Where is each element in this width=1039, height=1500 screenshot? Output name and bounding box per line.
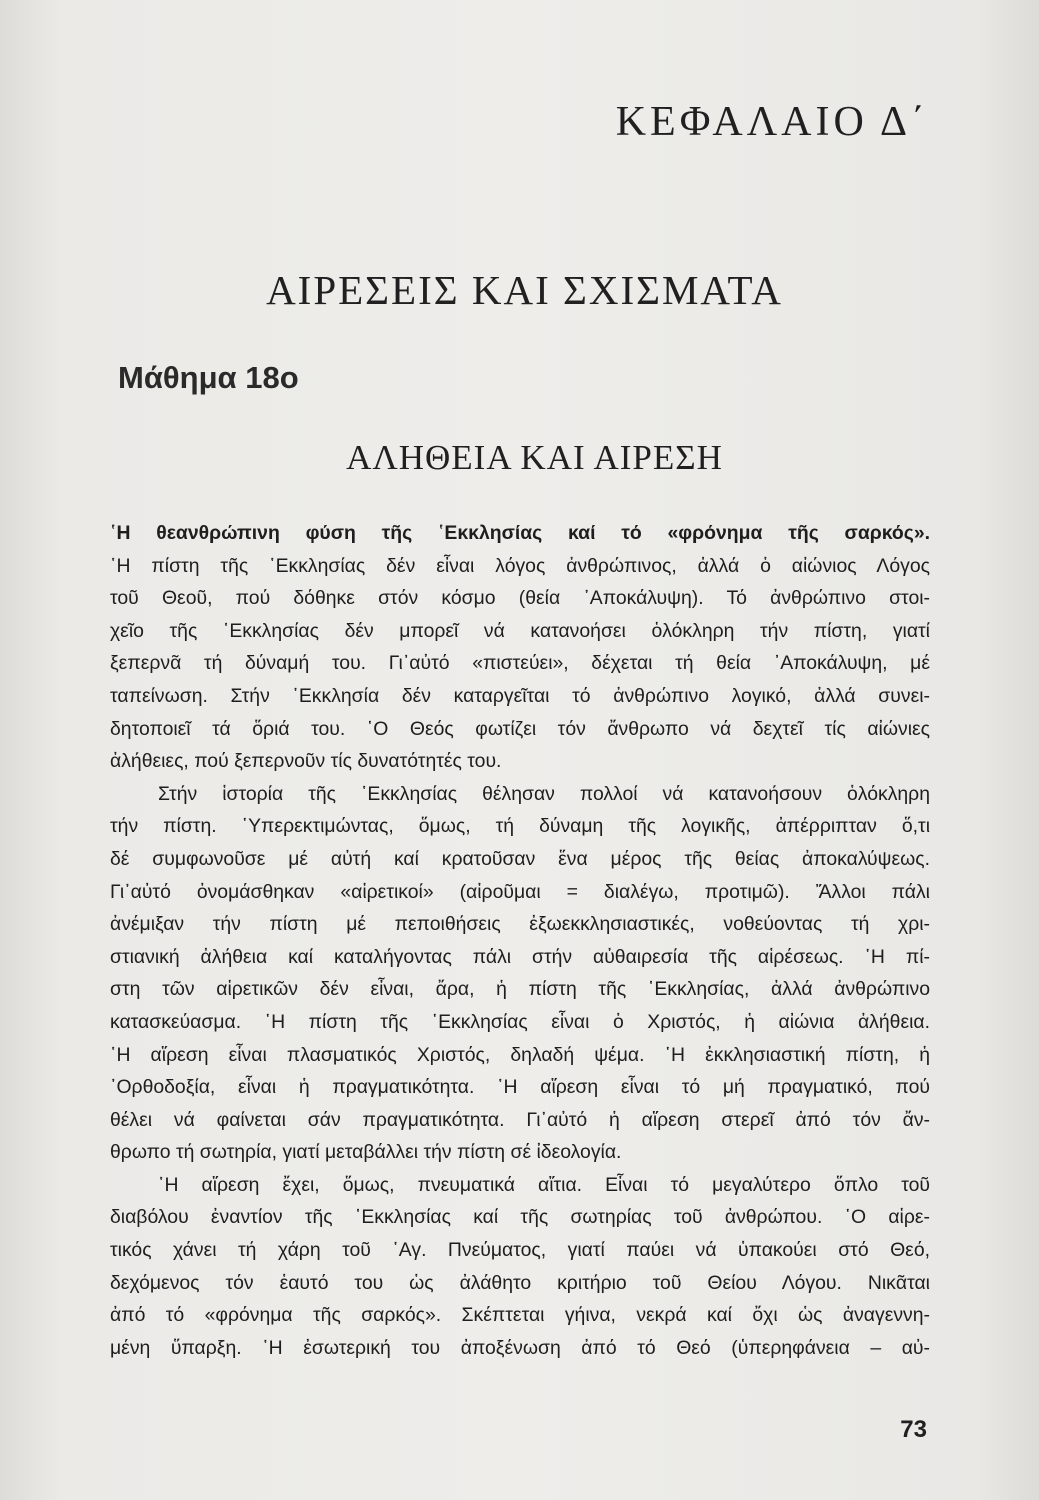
text-line: θέλει νά φαίνεται σάν πραγματικότητα. Γι᾿αὐτό ἡ αἵρεση στερεῖ ἀπό τόν ἄν- [110, 1108, 930, 1131]
chapter-heading: ΚΕΦΑΛΑΙΟ Δ΄ [615, 99, 929, 145]
text-line: ἀλήθειες, πού ξεπερνοῦν τίς δυνατότητές του. [110, 750, 502, 773]
text-line: δέ συμφωνοῦσε μέ αὐτή καί κρατοῦσαν ἕνα μέρος τῆς θείας ἀποκαλύψεως. [110, 847, 930, 870]
part-title: ΑΙΡΕΣΕΙΣ ΚΑΙ ΣΧΙΣΜΑΤΑ [266, 267, 783, 313]
text-line: θρωπο τή σωτηρία, γιατί μεταβάλλει τήν πίστη σέ ἰδεολογία. [110, 1141, 622, 1164]
page-number: 73 [900, 1416, 927, 1443]
text-line: χεῖο τῆς ῾Εκκλησίας δέν μπορεῖ νά κατανοήσει ὁλόκληρη τήν πίστη, γιατί [110, 619, 930, 642]
text-line: κατασκεύασμα. ῾Η πίστη τῆς ῾Εκκλησίας εἶναι ὁ Χριστός, ἡ αἰώνια ἀλήθεια. [110, 1010, 930, 1033]
text-line: ἀνέμιξαν τήν πίστη μέ πεποιθήσεις ἐξωεκκλησιαστικές, νοθεύοντας τή χρι- [110, 913, 930, 936]
body-text [110, 517, 930, 1364]
text-line: στη τῶν αἱρετικῶν δέν εἶναι, ἄρα, ἡ πίστη τῆς ῾Εκκλησίας, ἀλλά ἀνθρώπινο [110, 978, 930, 1001]
text-line: στιανική ἀλήθεια καί καταλήγοντας πάλι στήν αὐθαιρεσία τῆς αἱρέσεως. ῾Η πί- [110, 945, 930, 968]
text-line: ἀπό τό «φρόνημα τῆς σαρκός». Σκέπτεται γήινα, νεκρά καί ὄχι ὡς ἀναγεννη- [110, 1304, 930, 1327]
section-title: ΑΛΗΘΕΙΑ ΚΑΙ ΑΙΡΕΣΗ [346, 438, 723, 477]
text-line: δεχόμενος τόν ἑαυτό του ὡς ἀλάθητο κριτήριο τοῦ Θείου Λόγου. Νικᾶται [110, 1271, 930, 1294]
text-line: ῾Η αἵρεση ἔχει, ὅμως, πνευματικά αἴτια. Εἶναι τό μεγαλύτερο ὅπλο τοῦ [158, 1173, 930, 1196]
text-line: Στήν ἱστορία τῆς ῾Εκκλησίας θέλησαν πολλοί νά κατανοήσουν ὁλόκληρη [158, 782, 930, 805]
text-line: τήν πίστη. ῾Υπερεκτιμώντας, ὅμως, τή δύναμη τῆς λογικῆς, ἀπέρριπταν ὅ,τι [110, 815, 930, 838]
text-line: ῾Η αἵρεση εἶναι πλασματικός Χριστός, δηλαδή ψέμα. ῾Η ἐκκλησιαστική πίστη, ἡ [110, 1043, 930, 1066]
text-line: ῾Η πίστη τῆς ῾Εκκλησίας δέν εἶναι λόγος ἀνθρώπινος, ἀλλά ὁ αἰώνιος Λόγος [110, 554, 930, 577]
text-line: Γι᾿αὐτό ὀνομάσθηκαν «αἱρετικοί» (αἱροῦμαι = διαλέγω, προτιμῶ). Ἄλλοι πάλι [110, 880, 930, 903]
paragraph-subheading: ῾Η θεανθρώπινη φύση τῆς ῾Εκκλησίας καί τό «φρόνημα τῆς σαρκός». [110, 522, 930, 544]
text-line: τικός χάνει τή χάρη τοῦ ῾Αγ. Πνεύματος, γιατί παύει νά ὑπακούει στό Θεό, [110, 1239, 930, 1262]
lesson-heading: Μάθημα 18ο [118, 360, 299, 395]
text-line: μένη ὕπαρξη. ῾Η ἐσωτερική του ἀποξένωση ἀπό τό Θεό (ὑπερηφάνεια – αὐ- [110, 1336, 930, 1359]
text-line: ᾿Ορθοδοξία, εἶναι ἡ πραγματικότητα. ῾Η αἵρεση εἶναι τό μή πραγματικό, πού [110, 1076, 930, 1099]
text-line: διαβόλου ἐναντίον τῆς ῾Εκκλησίας καί τῆς σωτηρίας τοῦ ἀνθρώπου. ῾Ο αἱρε- [110, 1206, 930, 1229]
text-line: ξεπερνᾶ τή δύναμή του. Γι᾿αὐτό «πιστεύει», δέχεται τή θεία ᾿Αποκάλυψη, μέ [110, 652, 930, 675]
text-line: τοῦ Θεοῦ, πού δόθηκε στόν κόσμο (θεία ᾿Αποκάλυψη). Τό ἀνθρώπινο στοι- [110, 587, 930, 610]
text-line: δητοποιεῖ τά ὅριά του. ῾Ο Θεός φωτίζει τόν ἄνθρωπο νά δεχτεῖ τίς αἰώνιες [110, 717, 930, 740]
text-line: ταπείνωση. Στήν ῾Εκκλησία δέν καταργεῖται τό ἀνθρώπινο λογικό, ἀλλά συνει- [110, 684, 930, 707]
